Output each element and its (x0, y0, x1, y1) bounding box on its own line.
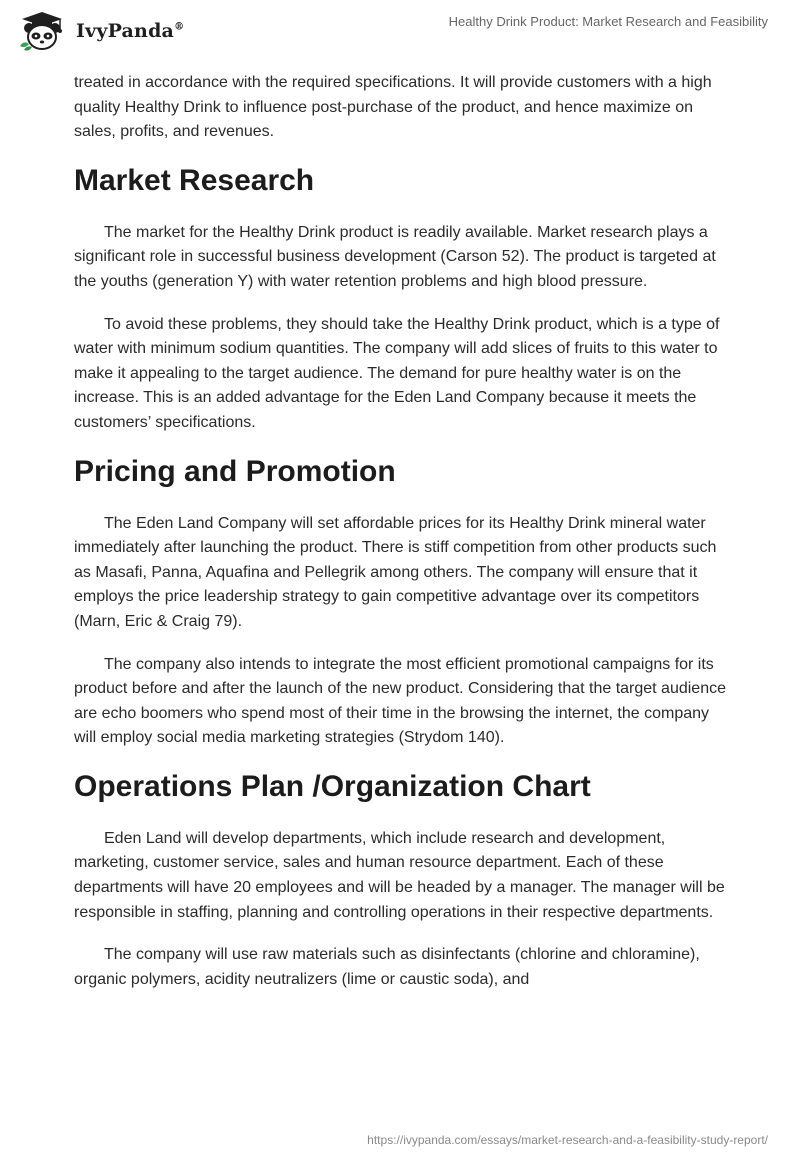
paragraph: The market for the Healthy Drink product is readily available. Market research plays a significant role in successful business development (Carson 52). The product is targeted at the youths (generation Y) with water retention problems and high blood pressure. (74, 223, 716, 290)
panda-graduate-icon (16, 10, 68, 52)
brand-name: IvyPanda® (76, 20, 185, 42)
heading-operations-plan: Operations Plan /Organization Chart (74, 769, 591, 803)
ivypanda-logo[interactable] (16, 10, 184, 52)
paragraph: Eden Land will develop departments, which include research and development, marketing, customer service, sales and human resource department. Each of these departments will have 20 employees and will be headed by a manager. The manager will be responsible in staffing, planning and controlling operations in their respective departments. (74, 829, 725, 921)
document-title: Healthy Drink Product: Market Research and Feasibility (448, 14, 768, 29)
paragraph: The Eden Land Company will set affordable prices for its Healthy Drink mineral water immediately after launching the product. There is stiff competition from other products such as Masafi, Panna, Aquafina and Pellegrik among others. The company will ensure that it employs the price leadership strategy to gain competitive advantage over its competitors (Marn, Eric & Craig 79). (74, 514, 717, 630)
essay-content (74, 71, 734, 1010)
source-url[interactable]: https://ivypanda.com/essays/market-research-and-a-feasibility-study-report/ (367, 1133, 768, 1147)
page-header (0, 0, 800, 60)
heading-pricing-promotion: Pricing and Promotion (74, 454, 396, 488)
intro-paragraph: treated in accordance with the required specifications. It will provide customers with a high quality Healthy Drink to influence post-purchase of the product, and hence maximize on sales, profits, and revenues. (74, 74, 712, 141)
paragraph: The company will use raw materials such as disinfectants (chlorine and chloramine), organic polymers, acidity neutralizers (lime or caustic soda), and (74, 946, 700, 988)
paragraph: The company also intends to integrate the most efficient promotional campaigns for its product before and after the launch of the new product. Considering that the target audience are echo boomers who spend most of their time in the browsing the internet, the company will employ social media marketing strategies (Strydom 140). (74, 655, 726, 747)
paragraph: To avoid these problems, they should take the Healthy Drink product, which is a type of water with minimum sodium quantities. The company will add slices of fruits to this water to make it appealing to the target audience. The demand for pure healthy water is on the increase. This is an added advantage for the Eden Land Company because it meets the customers’ specifications. (74, 315, 720, 431)
heading-market-research: Market Research (74, 163, 315, 197)
